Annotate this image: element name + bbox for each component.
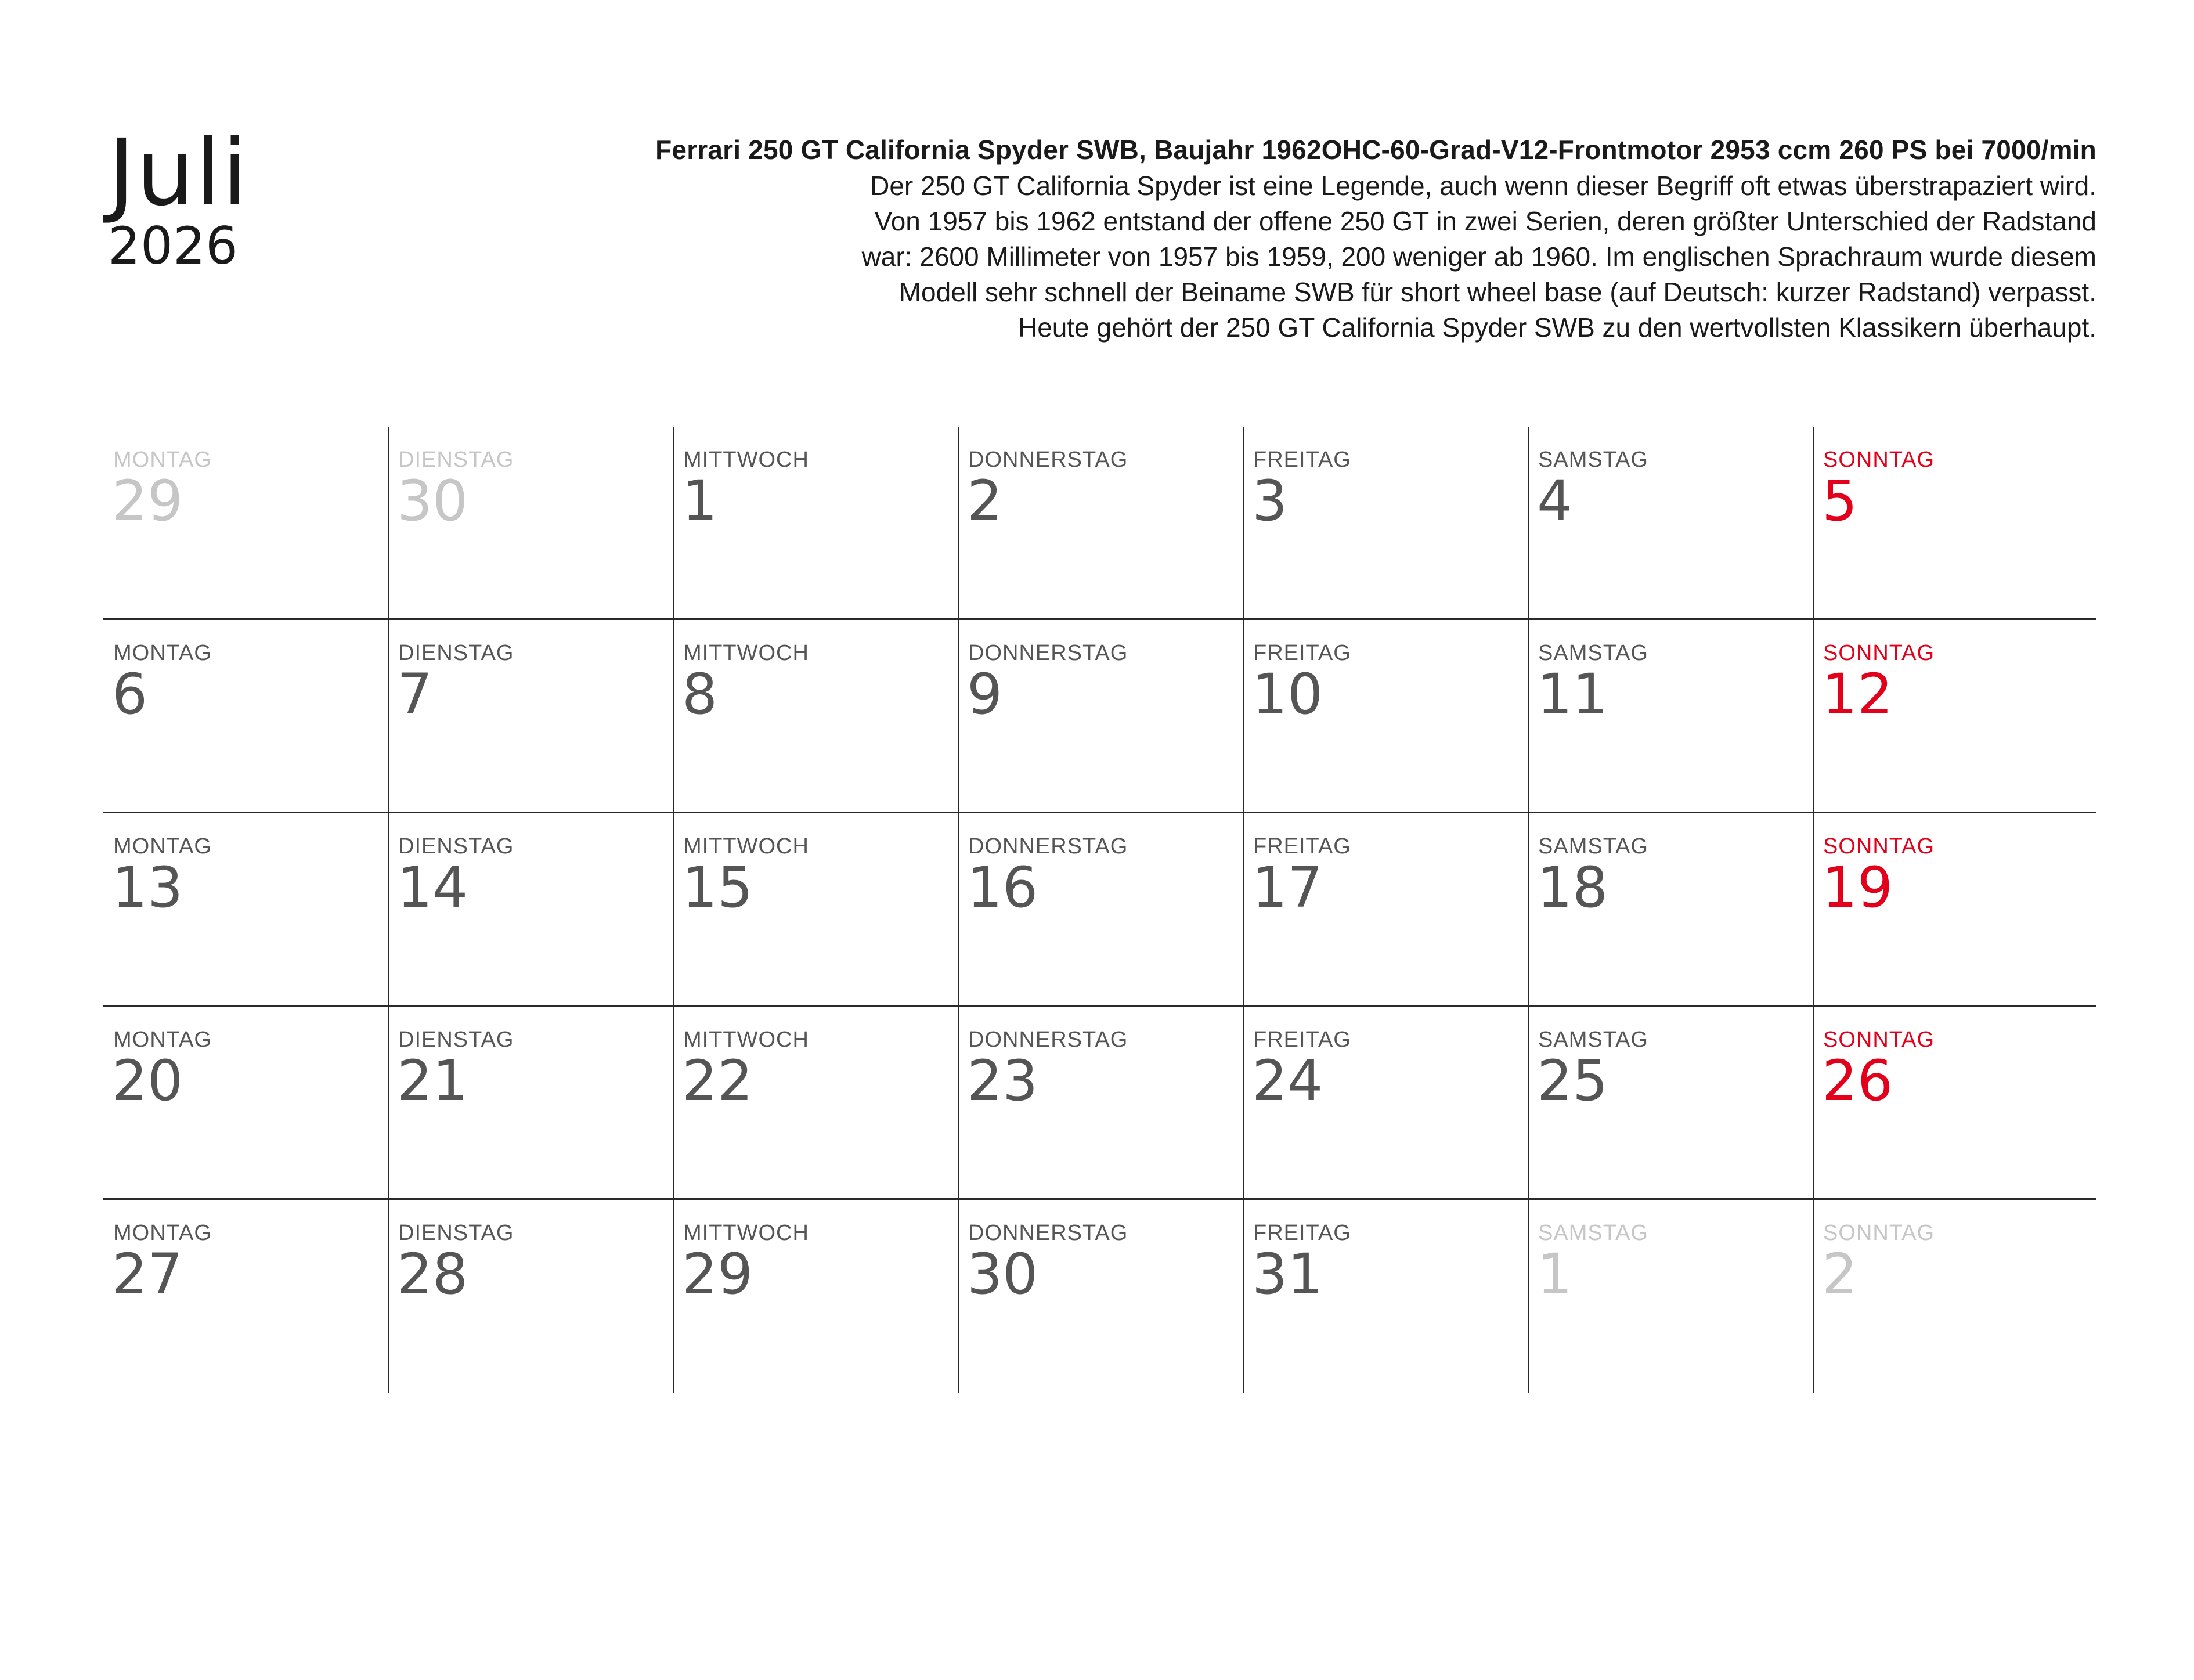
day-number: 20	[112, 1048, 183, 1113]
day-number: 11	[1537, 662, 1608, 727]
calendar-day-cell	[1243, 1200, 1529, 1393]
day-number: 21	[397, 1048, 468, 1113]
weekday-label: MITTWOCH	[683, 834, 809, 859]
weekday-label: SAMSTAG	[1538, 834, 1648, 859]
weekday-label: DIENSTAG	[398, 1221, 514, 1245]
weekday-label: DONNERSTAG	[968, 448, 1128, 472]
day-number: 12	[1822, 662, 1893, 727]
day-number: 31	[1252, 1242, 1323, 1307]
caption-text	[471, 168, 2096, 345]
caption-line: war: 2600 Millimeter von 1957 bis 1959, 200 weniger ab 1960. Im englischen Sprachraum wurde diesem	[861, 241, 2096, 272]
weekday-label: DONNERSTAG	[968, 641, 1128, 665]
day-number: 16	[967, 855, 1038, 920]
calendar-day-cell	[1243, 1007, 1529, 1200]
day-number: 7	[397, 662, 433, 727]
caption-line: Modell sehr schnell der Beiname SWB für short wheel base (auf Deutsch: kurzer Radstand) verpasst.	[898, 277, 2096, 307]
calendar-day-cell	[673, 620, 959, 813]
weekday-label: FREITAG	[1253, 834, 1351, 859]
calendar-day-cell	[103, 1200, 389, 1393]
day-number: 18	[1537, 855, 1608, 920]
calendar-week-row	[103, 812, 2096, 1007]
day-number: 26	[1822, 1048, 1893, 1113]
weekday-label: SAMSTAG	[1538, 641, 1648, 665]
calendar-day-cell	[103, 813, 389, 1007]
weekday-label: MONTAG	[113, 1028, 212, 1052]
weekday-label: MITTWOCH	[683, 641, 809, 665]
day-number: 22	[682, 1048, 753, 1113]
day-number: 2	[1822, 1242, 1858, 1307]
day-number: 4	[1537, 468, 1573, 533]
weekday-label: MITTWOCH	[683, 1221, 809, 1245]
calendar-day-cell	[1813, 620, 2098, 813]
calendar-day-cell	[388, 813, 674, 1007]
weekday-label: DONNERSTAG	[968, 1028, 1128, 1052]
calendar-day-cell	[1243, 620, 1529, 813]
day-number: 27	[112, 1242, 183, 1307]
day-number: 25	[1537, 1048, 1608, 1113]
weekday-label: FREITAG	[1253, 1221, 1351, 1245]
weekday-label: MONTAG	[113, 834, 212, 859]
calendar-day-cell	[1528, 1200, 1814, 1393]
calendar-day-cell	[388, 1200, 674, 1393]
weekday-label: FREITAG	[1253, 641, 1351, 665]
weekday-label: SONNTAG	[1823, 641, 1935, 665]
weekday-label: SAMSTAG	[1538, 1028, 1648, 1052]
weekday-label: SONNTAG	[1823, 448, 1935, 472]
calendar-day-cell	[958, 427, 1244, 620]
month-heading	[108, 120, 249, 276]
day-number: 19	[1822, 855, 1893, 920]
weekday-label: SAMSTAG	[1538, 1221, 1648, 1245]
weekday-label: MONTAG	[113, 448, 212, 472]
day-number: 8	[682, 662, 718, 727]
calendar-day-cell	[1528, 427, 1814, 620]
calendar-day-cell	[673, 427, 959, 620]
day-number: 28	[397, 1242, 468, 1307]
calendar-day-cell	[1243, 427, 1529, 620]
calendar-day-cell	[388, 620, 674, 813]
calendar-day-cell	[388, 1007, 674, 1200]
caption-line: Von 1957 bis 1962 entstand der offene 250 GT in zwei Serien, deren größter Unterschied der Radstand	[874, 206, 2096, 236]
calendar-day-cell	[673, 813, 959, 1007]
calendar-week-row	[103, 618, 2096, 813]
weekday-label: DIENSTAG	[398, 834, 514, 859]
day-number: 2	[967, 468, 1003, 533]
day-number: 23	[967, 1048, 1038, 1113]
day-number: 13	[112, 855, 183, 920]
weekday-label: FREITAG	[1253, 1028, 1351, 1052]
day-number: 24	[1252, 1048, 1323, 1113]
weekday-label: DONNERSTAG	[968, 1221, 1128, 1245]
calendar-day-cell	[958, 620, 1244, 813]
calendar-week-row	[103, 427, 2096, 620]
day-number: 30	[967, 1242, 1038, 1307]
weekday-label: DIENSTAG	[398, 448, 514, 472]
day-number: 29	[682, 1242, 753, 1307]
calendar-day-cell	[103, 1007, 389, 1200]
weekday-label: DONNERSTAG	[968, 834, 1128, 859]
weekday-label: SAMSTAG	[1538, 448, 1648, 472]
month-name: Juli	[108, 120, 249, 226]
weekday-label: MONTAG	[113, 1221, 212, 1245]
calendar-day-cell	[958, 1007, 1244, 1200]
calendar-day-cell	[103, 427, 389, 620]
weekday-label: DIENSTAG	[398, 1028, 514, 1052]
day-number: 30	[397, 468, 468, 533]
weekday-label: MITTWOCH	[683, 448, 809, 472]
calendar-day-cell	[388, 427, 674, 620]
calendar-day-cell	[1813, 427, 2098, 620]
day-number: 29	[112, 468, 183, 533]
calendar-day-cell	[1528, 813, 1814, 1007]
calendar-week-row	[103, 1198, 2096, 1393]
day-number: 17	[1252, 855, 1323, 920]
caption-title: Ferrari 250 GT California Spyder SWB, Baujahr 1962OHC-60-Grad-V12-Frontmotor 2953 ccm 260 PS bei 7000/min	[655, 135, 2096, 165]
day-number: 14	[397, 855, 468, 920]
calendar-day-cell	[1528, 620, 1814, 813]
day-number: 3	[1252, 468, 1288, 533]
day-number: 6	[112, 662, 148, 727]
weekday-label: SONNTAG	[1823, 1028, 1935, 1052]
weekday-label: MONTAG	[113, 641, 212, 665]
calendar-day-cell	[1813, 1200, 2098, 1393]
calendar-day-cell	[673, 1200, 959, 1393]
calendar-day-cell	[103, 620, 389, 813]
calendar-week-row	[103, 1005, 2096, 1200]
calendar-day-cell	[1243, 813, 1529, 1007]
calendar-grid	[103, 427, 2096, 1393]
day-number: 1	[682, 468, 718, 533]
weekday-label: FREITAG	[1253, 448, 1351, 472]
calendar-day-cell	[1813, 1007, 2098, 1200]
calendar-day-cell	[1813, 813, 2098, 1007]
calendar-day-cell	[958, 1200, 1244, 1393]
calendar-day-cell	[1528, 1007, 1814, 1200]
day-number: 15	[682, 855, 753, 920]
month-year: 2026	[108, 216, 238, 276]
caption-line: Heute gehört der 250 GT California Spyder SWB zu den wertvollsten Klassikern überhaupt.	[1017, 312, 2096, 343]
weekday-label: MITTWOCH	[683, 1028, 809, 1052]
weekday-label: SONNTAG	[1823, 1221, 1935, 1245]
caption-line: Der 250 GT California Spyder ist eine Legende, auch wenn dieser Begriff oft etwas überstrapaziert wird.	[870, 171, 2096, 201]
calendar-day-cell	[958, 813, 1244, 1007]
day-number: 1	[1537, 1242, 1573, 1307]
weekday-label: DIENSTAG	[398, 641, 514, 665]
day-number: 5	[1822, 468, 1858, 533]
weekday-label: SONNTAG	[1823, 834, 1935, 859]
day-number: 9	[967, 662, 1003, 727]
day-number: 10	[1252, 662, 1323, 727]
calendar-day-cell	[673, 1007, 959, 1200]
photo-caption	[471, 131, 2096, 345]
